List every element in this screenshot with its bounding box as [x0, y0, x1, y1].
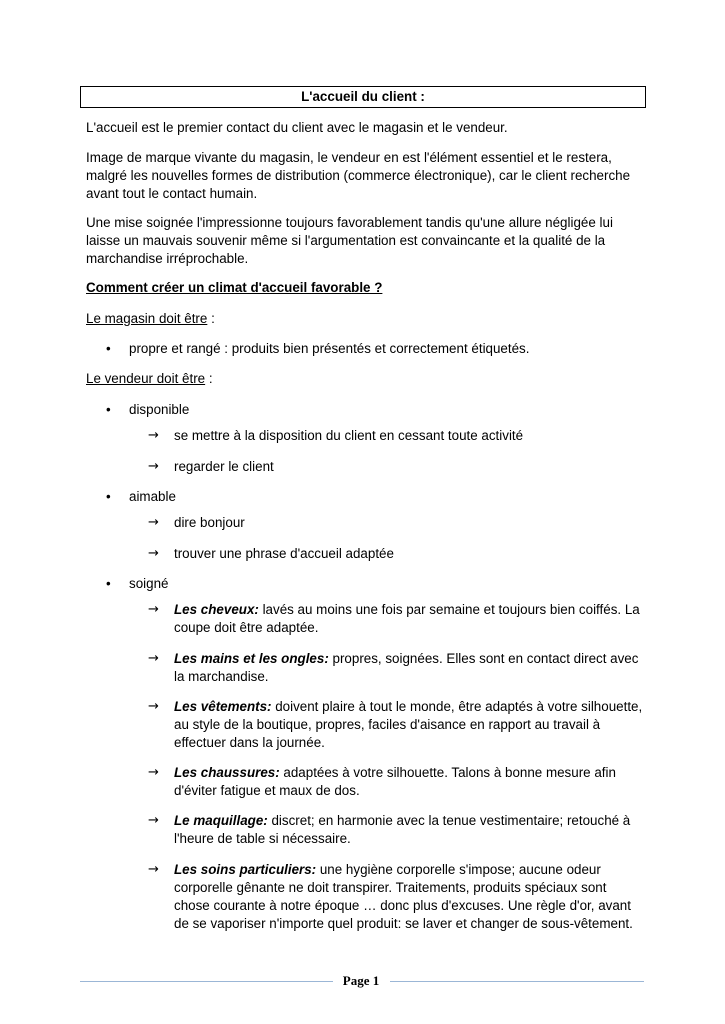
magasin-heading-colon: :: [207, 311, 215, 326]
vendeur-heading-line: [86, 370, 646, 388]
arrow-right-icon: →: [148, 862, 159, 877]
sub-item-text: trouver une phrase d'accueil adaptée: [174, 546, 394, 561]
bullet-icon: •: [106, 402, 111, 417]
footer-rule-right: [390, 981, 644, 982]
vendeur-heading-colon: :: [205, 371, 213, 386]
care-term: Le maquillage:: [174, 813, 268, 828]
arrow-right-icon: →: [148, 428, 159, 443]
intro-paragraph-1: L'accueil est le premier contact du client avec le magasin et le vendeur.: [86, 120, 508, 135]
arrow-right-icon: →: [148, 813, 159, 828]
bullet-icon: •: [106, 576, 111, 591]
sub-item-text: se mettre à la disposition du client en cessant toute activité: [174, 428, 524, 443]
question-heading: Comment créer un climat d'accueil favorable ?: [86, 280, 383, 295]
care-description: adaptées à votre silhouette. Talons à bonne mesure afin d'éviter fatigue et maux de dos.: [174, 765, 616, 798]
bullet-icon: •: [106, 489, 111, 504]
care-term: Les cheveux:: [174, 602, 259, 617]
care-term: Les soins particuliers:: [174, 862, 317, 877]
care-description: lavés au moins une fois par semaine et toujours bien coiffés. La coupe doit être adaptée.: [174, 602, 640, 635]
magasin-heading: Le magasin doit être: [86, 311, 208, 326]
intro-paragraph-3: Une mise soignée l'impressionne toujours favorablement tandis qu'une allure négligée lui laisse un mauvais souvenir même si l'argumentation est convaincante et la qualité de la marchandise irréprochable.: [86, 215, 613, 266]
care-item-text: [174, 650, 644, 686]
care-term: Les chaussures:: [174, 765, 280, 780]
care-item-text: [174, 601, 644, 637]
arrow-right-icon: →: [148, 546, 159, 561]
arrow-right-icon: →: [148, 602, 159, 617]
care-description: propres, soignées. Elles sont en contact direct avec la marchandise.: [174, 651, 639, 684]
care-item-text: [174, 698, 644, 752]
care-item-text: [174, 861, 644, 933]
bullet-icon: •: [106, 341, 111, 356]
care-description: discret; en harmonie avec la tenue vestimentaire; retouché à l'heure de table si nécessaire.: [174, 813, 631, 846]
arrow-right-icon: →: [148, 765, 159, 780]
bullet-label: disponible: [129, 402, 190, 417]
sub-item-text: regarder le client: [174, 459, 274, 474]
document-title: L'accueil du client :: [80, 86, 646, 108]
bullet-label: soigné: [129, 576, 169, 591]
arrow-right-icon: →: [148, 459, 159, 474]
arrow-right-icon: →: [148, 651, 159, 666]
arrow-right-icon: →: [148, 699, 159, 714]
bullet-label: aimable: [129, 489, 176, 504]
page-number: Page 1: [342, 973, 380, 988]
care-term: Les mains et les ongles:: [174, 651, 329, 666]
magasin-heading-line: [86, 310, 646, 328]
magasin-bullet-text: propre et rangé : produits bien présentés et correctement étiquetés.: [129, 341, 530, 356]
arrow-right-icon: →: [148, 515, 159, 530]
vendeur-heading: Le vendeur doit être: [86, 371, 206, 386]
intro-paragraph-2: Image de marque vivante du magasin, le vendeur en est l'élément essentiel et le restera, malgré les nouvelles formes de distribution (commerce électronique), car le client recherche avant tout le contact humain.: [86, 150, 631, 201]
care-item-text: [174, 764, 644, 800]
footer-rule-left: [80, 981, 333, 982]
care-description: une hygiène corporelle s'impose; aucune odeur corporelle gênante ne doit transpirer. Traitements, produits spéciaux sont chose courante à notre époque … donc plus d'excuses. Une règle d'or, avant de se vaporiser n'importe quel produit: se laver et changer de sous-vêtement.: [174, 862, 633, 931]
care-item-text: [174, 812, 644, 848]
sub-item-text: dire bonjour: [174, 515, 245, 530]
care-term: Les vêtements:: [174, 699, 272, 714]
care-description: doivent plaire à tout le monde, être adaptés à votre silhouette, au style de la boutique, propres, faciles d'aisance en rapport au travail à effectuer dans la journée.: [174, 699, 643, 750]
